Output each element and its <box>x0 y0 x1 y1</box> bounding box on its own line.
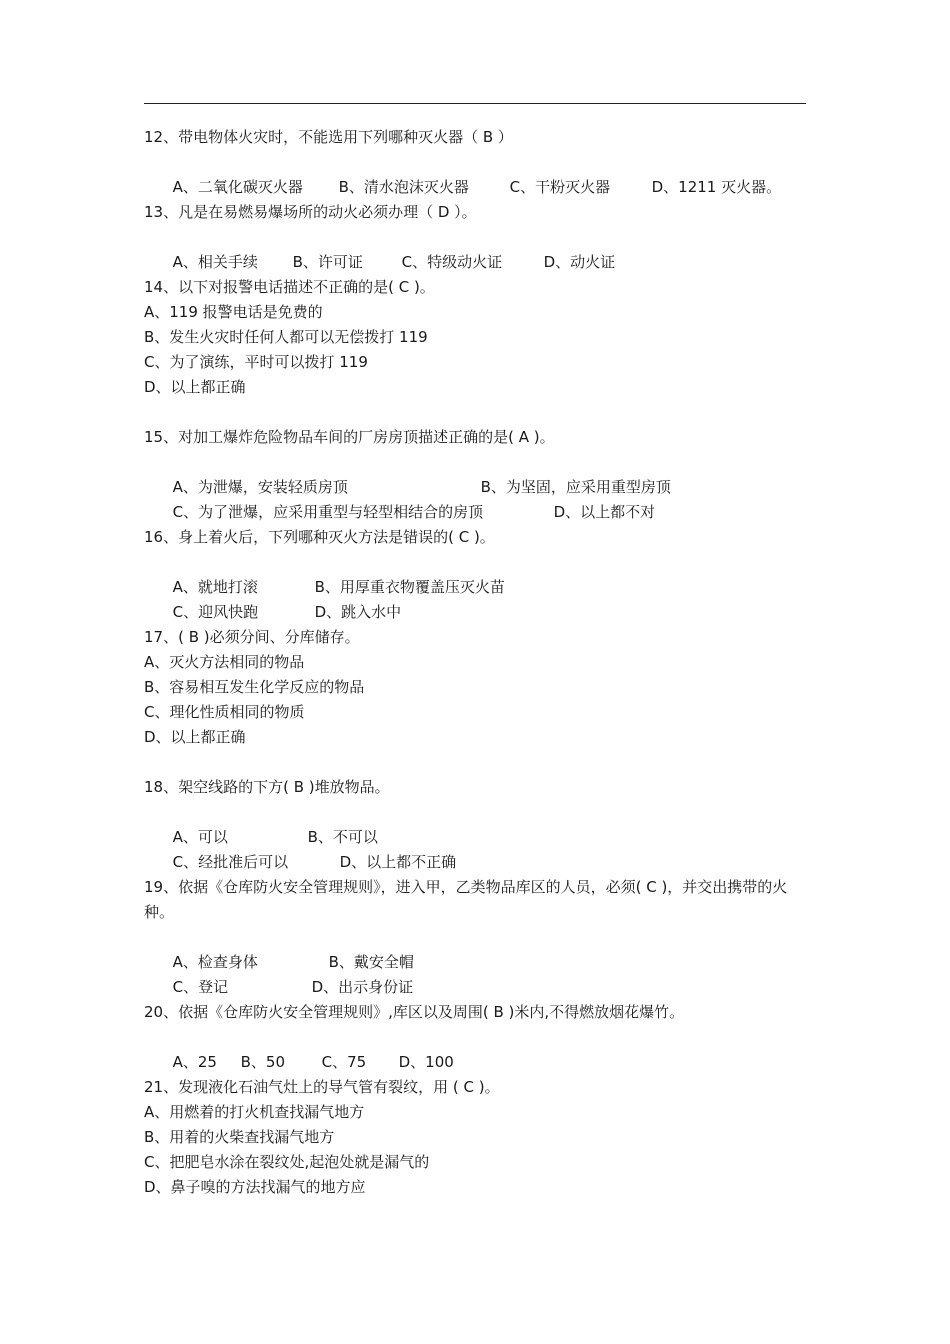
option-b: B、用着的火柴查找漏气地方 <box>144 1128 335 1146</box>
options-row <box>144 1025 808 1071</box>
question-list <box>144 125 808 1225</box>
option-d: D、动火证 <box>543 253 616 271</box>
option-d: D、跳入水中 <box>314 603 402 621</box>
option-c: C、把肥皂水涂在裂纹处,起泡处就是漏气的 <box>144 1153 430 1171</box>
option-c: C、干粉灭火器 <box>509 178 611 196</box>
options-row <box>144 925 808 971</box>
option-a: A、二氧化碳灭火器 <box>172 178 303 196</box>
option-c: C、为了演练，平时可以拨打 119 <box>144 353 368 371</box>
options-row <box>144 800 808 846</box>
option-b: B、戴安全帽 <box>328 953 414 971</box>
question-stem: 14、以下对报警电话描述不正确的是( C )。 <box>144 278 435 296</box>
option-b: B、为坚固，应采用重型房顶 <box>480 478 671 496</box>
option-b: B、容易相互发生化学反应的物品 <box>144 678 365 696</box>
question-stem: 12、带电物体火灾时，不能选用下列哪种灭火器（ B ） <box>144 128 513 146</box>
option-d: D、以上都正确 <box>144 378 246 396</box>
option-a: A、用燃着的打火机查找漏气地方 <box>144 1103 365 1121</box>
question-15 <box>144 425 808 521</box>
question-14 <box>144 275 808 400</box>
question-stem: 13、凡是在易燃易爆场所的动火必须办理（ D ）。 <box>144 203 477 221</box>
option-b: B、用厚重衣物覆盖压灭火苗 <box>314 578 505 596</box>
option-d: D、以上都不对 <box>553 503 656 521</box>
option-a: A、相关手续 <box>172 253 258 271</box>
option-a: A、为泄爆，安装轻质房顶 <box>172 478 348 496</box>
question-stem: 17、( B )必须分间、分库储存。 <box>144 628 360 646</box>
question-stem: 20、依据《仓库防火安全管理规则》,库区以及周围( B )米内,不得燃放烟花爆竹。 <box>144 1003 685 1021</box>
options-row <box>144 150 808 196</box>
question-21 <box>144 1075 808 1200</box>
option-b: B、许可证 <box>292 253 363 271</box>
option-d: D、100 <box>398 1053 454 1071</box>
option-c: C、登记 <box>172 978 229 996</box>
question-stem: 19、依据《仓库防火安全管理规则》，进入甲，乙类物品库区的人员，必须( C )，并交出携带的火种。 <box>144 878 788 921</box>
option-b: B、不可以 <box>307 828 378 846</box>
option-c: C、迎风快跑 <box>172 603 259 621</box>
option-d: D、出示身份证 <box>311 978 414 996</box>
top-rule <box>144 103 806 104</box>
option-c: C、特级动火证 <box>401 253 503 271</box>
option-b: B、发生火灾时任何人都可以无偿拨打 119 <box>144 328 428 346</box>
question-18 <box>144 775 808 871</box>
option-a: A、就地打滚 <box>172 578 258 596</box>
option-b: B、50 <box>240 1053 285 1071</box>
question-12 <box>144 125 808 196</box>
option-b: B、清水泡沫灭火器 <box>338 178 469 196</box>
question-stem: 21、发现液化石油气灶上的导气管有裂纹，用 ( C )。 <box>144 1078 500 1096</box>
question-20 <box>144 1000 808 1071</box>
options-row <box>144 450 808 496</box>
option-d: D、以上都正确 <box>144 728 246 746</box>
question-17 <box>144 625 808 750</box>
question-stem: 16、身上着火后，下列哪种灭火方法是错误的( C )。 <box>144 528 495 546</box>
option-c: C、经批准后可以 <box>172 853 289 871</box>
option-d: D、1211 灭火器。 <box>651 178 782 196</box>
option-a: A、25 <box>172 1053 217 1071</box>
question-16 <box>144 525 808 621</box>
option-a: A、灭火方法相同的物品 <box>144 653 305 671</box>
option-a: A、119 报警电话是免费的 <box>144 303 323 321</box>
question-13 <box>144 200 808 271</box>
option-d: D、鼻子嗅的方法找漏气的地方应 <box>144 1178 366 1196</box>
option-c: C、75 <box>321 1053 367 1071</box>
option-a: A、检查身体 <box>172 953 258 971</box>
options-row <box>144 550 808 596</box>
option-a: A、可以 <box>172 828 228 846</box>
option-d: D、以上都不正确 <box>339 853 457 871</box>
option-c: C、为了泄爆，应采用重型与轻型相结合的房顶 <box>172 503 484 521</box>
question-stem: 18、架空线路的下方( B )堆放物品。 <box>144 778 390 796</box>
question-19 <box>144 875 808 996</box>
options-row <box>144 225 808 271</box>
option-c: C、理化性质相同的物质 <box>144 703 305 721</box>
question-stem: 15、对加工爆炸危险物品车间的厂房房顶描述正确的是( A )。 <box>144 428 555 446</box>
